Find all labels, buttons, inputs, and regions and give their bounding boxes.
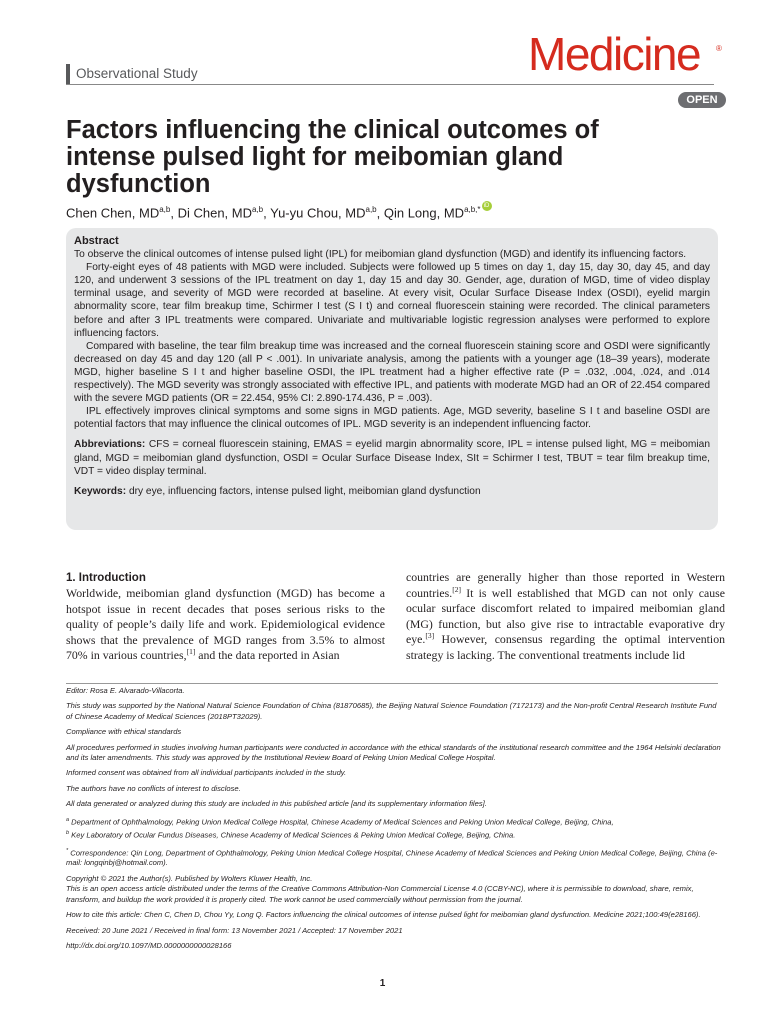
correspondence-text: Correspondence: Qin Long, Department of Ophthalmology, Peking Union Medical College Hospital, Chinese Academy of Medical Sciences and Peking Union Medical College, Beijing, China (e-mail: longqinbj@hotmail.com). — [66, 848, 718, 868]
body-text: Worldwide, meibomian gland dysfunction (MGD) has become a hotspot issue in recent decades that poses serious risks to the quality of people’s daily life and work. Epidemiological evidence shows that the prevalence of MGD ranges from 3.5% to almost 70% in various countries, — [66, 586, 385, 663]
body-paragraph — [406, 570, 725, 664]
footnote-divider — [66, 683, 718, 684]
abstract-paragraph: Compared with baseline, the tear film breakup time was increased and the corneal fluorescein staining score and OSDI were significantly decreased on day 45 and day 120 (all P < .001). In univariate analysis, among the patients with a younger age (18–39 years), moderate MGD, higher baseline S I t and higher baseline OSDI, the IPL treatment had a higher effective rate (P = .032, .004, .024, and .014 respectively). The MGD severity was strongly associated with effective IPL, and patients with moderate MGD had an OR of 22.454 compared with the severe MGD patients (OR = 22.454, 95% CI: 2.890-174.436, P = .003). — [74, 340, 710, 405]
footnote-editor: Editor: Rosa E. Alvarado-Villacorta. — [66, 686, 185, 695]
abbreviations-label: Abbreviations: — [74, 439, 146, 451]
page-number: 1 — [379, 978, 386, 989]
author-affiliation: a,b,* — [464, 205, 481, 214]
footnotes — [66, 686, 722, 956]
affiliation-mark: b — [66, 829, 70, 836]
article-type-label: Observational Study — [66, 64, 198, 84]
citation-link[interactable]: [3] — [425, 631, 435, 641]
abstract-paragraph: To observe the clinical outcomes of intense pulsed light (IPL) for meibomian gland dysfunction (MGD) and identify its influencing factors. — [74, 249, 687, 261]
author-list — [66, 201, 706, 222]
article-title: Factors influencing the clinical outcomes of intense pulsed light for meibomian gland dysfunction — [66, 116, 599, 198]
journal-name: Medicine — [528, 28, 701, 80]
author-affiliation: a,b — [252, 205, 264, 214]
citation-link[interactable]: [2] — [452, 584, 461, 594]
footnote-data: All data generated or analyzed during this study are included in this published article [and its supplementary information files]. — [66, 799, 487, 809]
footnote-correspondence — [66, 846, 722, 869]
journal-logo — [528, 28, 728, 112]
footnote-consent: Informed consent was obtained from all individual participants included in the study. — [66, 768, 347, 778]
body-text: However, consensus regarding the optimal intervention strategy is lacking. The conventional treatments include lid — [406, 632, 725, 662]
abstract-panel — [66, 228, 718, 530]
author-separator: , — [170, 205, 178, 221]
abstract-paragraph: Forty-eight eyes of 48 patients with MGD were included. Subjects were followed up 5 times on day 1, day 15, day 30, day 45, and day 120, and underwent 3 sessions of the IPL treatment on day 1, day 15 and day 30. Gender, age, duration of MGD, time of video display terminal usage, and severity of MGD were recorded at baseline. At every visit, Ocular Surface Disease Index (OSDI), eyelid margin abnormality score, tear film breakup time, Schirmer I test (S I t) and corneal fluorescein staining were recorded. The clinical parameters before and after 3 IPL treatments were compared. Univariate and multivariable logistic regression analyses were performed to explore influencing factors. — [74, 262, 710, 339]
author-separator: , — [376, 205, 384, 221]
body-column-right — [406, 570, 725, 664]
author-name[interactable]: Qin Long, MD — [383, 205, 465, 221]
footnote-conflicts: The authors have no conflicts of interest to disclose. — [66, 783, 241, 793]
footnote-copyright: Copyright © 2021 the Author(s). Published by Wolters Kluwer Health, Inc. — [66, 873, 313, 883]
section-heading: 1. Introduction — [66, 572, 146, 584]
footnote-affiliations — [66, 815, 722, 828]
citation-link[interactable]: [1] — [186, 647, 196, 657]
abstract-paragraph: IPL effectively improves clinical symptoms and some signs in MGD patients. Age, MGD severity, baseline S I t and baseline OSDI are potential factors that may influence the clinical outcomes of IPL. MGD severity is an independent influencing factor. — [74, 406, 710, 431]
abbreviations — [74, 438, 710, 477]
abbreviations-text: CFS = corneal fluorescein staining, EMAS = eyelid margin abnormality score, IPL = intense pulsed light, MG = meibomian gland, MGD = meibomian gland dysfunction, OSDI = Ocular Surface Disease Index, SIt = Schirmer I test, TBUT = tear film breakup time, VDT = video display terminal. — [74, 439, 710, 477]
author-separator: , — [263, 205, 271, 221]
keywords — [74, 485, 710, 498]
affiliation-a: Department of Ophthalmology, Peking Union Medical College Hospital, Chinese Academy of Medical Sciences and Peking Union Medical College, Beijing, China, — [69, 817, 614, 827]
affiliation-mark: a — [66, 816, 70, 823]
body-text: and the data reported in Asian — [195, 648, 340, 663]
footnote-license: This is an open access article distributed under the terms of the Creative Commons Attribution-Non Commercial License 4.0 (CCBY-NC), where it is permissible to download, share, remix, transform, and buildup the work provided it is properly cited. The work cannot be used commercially without permission from the journal. — [66, 884, 694, 904]
affiliation-b: Key Laboratory of Ocular Fundus Diseases, Chinese Academy of Medical Sciences & Peking Union Medical College, Beijing, China. — [69, 830, 516, 840]
footnote-citation: How to cite this article: Chen C, Chen D, Chou Yy, Long Q. Factors influencing the clinical outcomes of intense pulsed light for meibomian gland dysfunction. Medicine 2021;100:49(e28166). — [66, 910, 701, 920]
body-column-left — [66, 570, 385, 664]
footnote-affiliations — [66, 828, 722, 841]
open-access-badge: OPEN — [678, 92, 726, 108]
author-name[interactable]: Yu-yu Chou, MD — [270, 205, 366, 221]
correspondence-mark: * — [66, 847, 69, 854]
author-affiliation: a,b — [365, 205, 377, 214]
keywords-text: dry eye, influencing factors, intense pulsed light, meibomian gland dysfunction — [128, 485, 481, 497]
footnote-procedures: All procedures performed in studies involving human participants were conducted in accordance with the ethical standards of the institutional research committee and the 1964 Helsinki declaration and its later amendments. This study was approved by the Institutional Review Board of Peking Union Medical College Hospital. — [66, 742, 721, 763]
doi-link[interactable]: http://dx.doi.org/10.1097/MD.0000000000028166 — [66, 940, 232, 950]
keywords-label: Keywords: — [74, 485, 127, 497]
orcid-icon[interactable]: iD — [482, 201, 492, 211]
footnote-funding: This study was supported by the National Natural Science Foundation of China (81870685), the Beijing Natural Science Foundation (7172173) and the Non-profit Central Research Institute Fund of Chinese Academy of Medical Sciences (2018PT32029). — [66, 701, 717, 721]
author-name[interactable]: Di Chen, MD — [177, 205, 252, 221]
body-paragraph — [66, 586, 385, 664]
footnote-dates: Received: 20 June 2021 / Received in final form: 13 November 2021 / Accepted: 17 November 2021 — [66, 925, 403, 935]
author-affiliation: a,b — [159, 205, 171, 214]
author-name[interactable]: Chen Chen, MD — [66, 205, 160, 221]
footnote-ethics: Compliance with ethical standards — [66, 727, 182, 737]
abstract-heading: Abstract — [74, 235, 119, 247]
body-text: It is well established that MGD can not only cause ocular surface discomfort related to impaired meibomian gland (MG) function, but also give rise to intractable evaporative dry eye. — [406, 585, 725, 647]
body-text: countries are generally higher than those reported in Western countries. — [406, 570, 725, 600]
registered-mark: ® — [716, 44, 722, 53]
